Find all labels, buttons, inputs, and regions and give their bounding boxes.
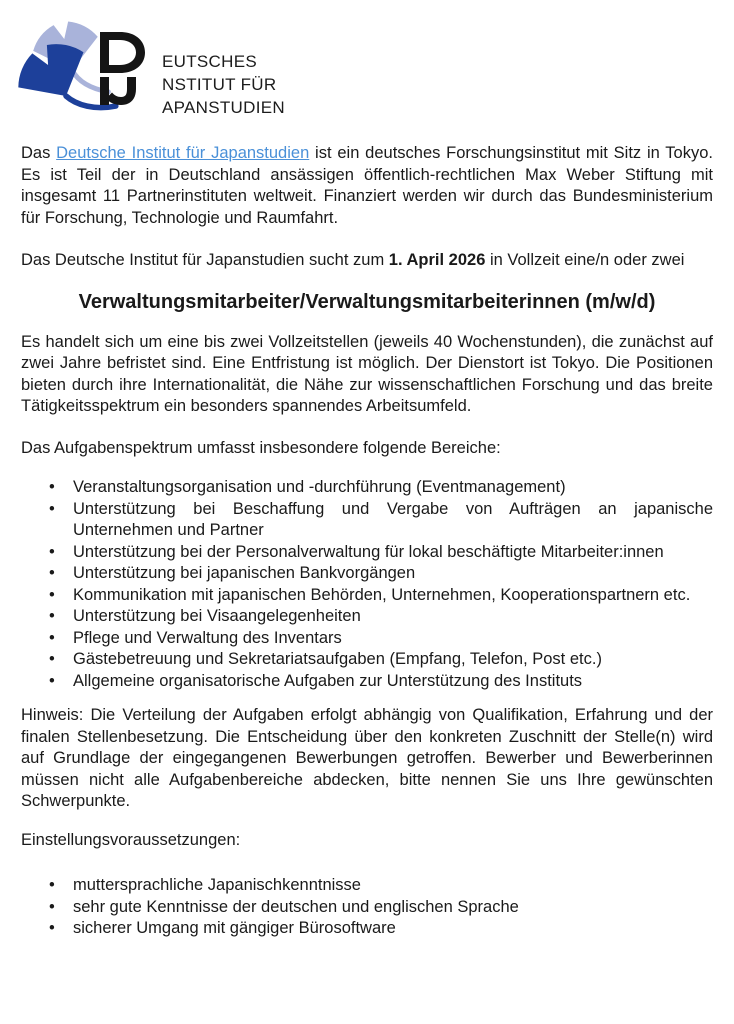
tasks-list [21,477,713,692]
logo-line-2: NSTITUT FÜR [162,75,277,94]
requirement-item: • muttersprachliche Japanischkenntnisse [21,875,713,897]
dij-hyperlink[interactable]: Deutsche Institut für Japanstudien [56,144,310,162]
logo-line-3: APANSTUDIEN [162,98,285,117]
task-item: • Kommunikation mit japanischen Behörden, Unternehmen, Kooperationspartnern etc. [21,585,713,607]
ginkgo-leaves-icon [26,18,108,116]
requirements-list [21,875,713,940]
task-item: • Veranstaltungsorganisation und -durchführung (Eventmanagement) [21,477,713,499]
intro-text-after-link: ist ein deutsches Forschungsinstitut mit Sitz in Tokyo. Es ist Teil der in Deutschland ansässigen öffentlich-rechtlichen Max Weber Stiftung mit insgesamt 11 Partnerinstituten weltweit. Finanziert werden wir durch das Bundesministerium für Forschung, Technologie und Raumfahrt. [21,144,713,227]
task-item: • Unterstützung bei Beschaffung und Vergabe von Aufträgen an japanische Unternehmen und Partner [21,499,713,542]
task-item: • Allgemeine organisatorische Aufgaben zur Unterstützung des Instituts [21,671,713,693]
intro-text-before-link: Das [21,144,57,162]
vacancy-text-after-date: in Vollzeit eine/n oder zwei [485,251,685,269]
task-item: • Unterstützung bei japanischen Bankvorgängen [21,563,713,585]
vacancy-text-before-date: Das Deutsche Institut für Japanstudien sucht zum [21,251,389,269]
requirement-item: • sehr gute Kenntnisse der deutschen und englischen Sprache [21,897,713,919]
logo-wordmark [162,50,285,119]
note-paragraph: Hinweis: Die Verteilung der Aufgaben erfolgt abhängig von Qualifikation, Erfahrung und der finalen Stellenbesetzung. Die Entscheidung über den konkreten Zuschnitt der Stelle(n) wird auf Grundlage der eingegangenen Bewerbungen getroffen. Bewerber und Bewerberinnen müssen nicht alle Aufgabenbereiche abdecken, bitte nennen Sie uns Ihre gewünschten Schwerpunkte. [21,706,713,810]
intro-paragraph [21,143,713,229]
start-date: 1. April 2026 [388,251,486,269]
task-item: • Pflege und Verwaltung des Inventars [21,628,713,650]
job-title: Verwaltungsmitarbeiter/Verwaltungsmitarbeiterinnen (m/w/d) [78,290,656,313]
tasks-intro: Das Aufgabenspektrum umfasst insbesondere folgende Bereiche: [21,438,501,457]
description-paragraph: Es handelt sich um eine bis zwei Vollzeitstellen (jeweils 40 Wochenstunden), die zunächst auf zwei Jahre befristet sind. Eine Entfristung ist möglich. Der Dienstort ist Tokyo. Die Positionen bieten durch ihre Internationalität, die Nähe zur wissenschaftlichen Forschung und das breite Tätigkeitsspektrum ein besonders spannendes Arbeitsumfeld. [21,332,713,415]
task-item: • Unterstützung bei Visaangelegenheiten [21,606,713,628]
requirement-item: • sicherer Umgang mit gängiger Bürosoftware [21,918,713,940]
task-item: • Unterstützung bei der Personalverwaltung für lokal beschäftigte Mitarbeiter:innen [21,542,713,564]
vacancy-paragraph [21,250,713,272]
dij-monogram-icon [100,32,146,105]
dij-logo [21,16,713,116]
requirements-intro: Einstellungsvoraussetzungen: [21,830,241,849]
task-item: • Gästebetreuung und Sekretariatsaufgaben (Empfang, Telefon, Post etc.) [21,649,713,671]
logo-line-1: EUTSCHES [162,52,257,71]
